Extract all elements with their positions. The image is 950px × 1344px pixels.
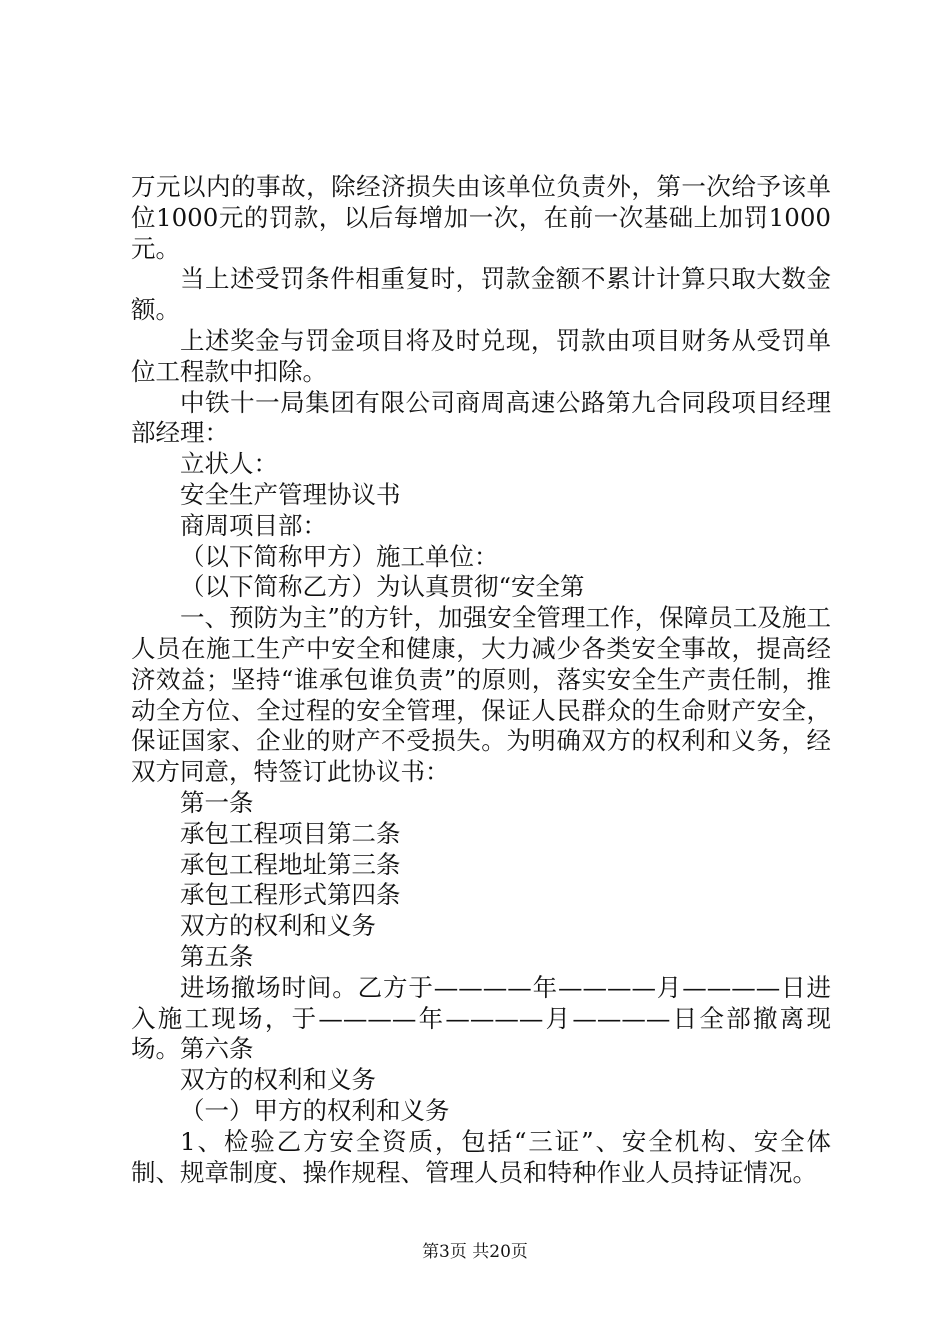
paragraph: 承包工程地址第三条: [180, 849, 401, 879]
paragraph: 承包工程形式第四条: [180, 880, 401, 910]
paragraph: 第一条: [180, 787, 254, 817]
paragraph: 中铁十一局集团有限公司商周高速公路第九合同段项目经理部经理：: [131, 387, 831, 448]
paragraph: 承包工程项目第二条: [180, 818, 401, 848]
page-number-footer: 第3页 共20页: [422, 1242, 528, 1262]
paragraph: 万元以内的事故，除经济损失由该单位负责外，第一次给予该单位1000元的罚款，以后每增加一次，在前一次基础上加罚1000元。: [131, 172, 831, 263]
paragraph: 双方的权利和义务: [180, 1065, 376, 1095]
paragraph: 商周项目部：: [180, 510, 327, 540]
paragraph: 一、预防为主”的方针，加强安全管理工作，保障员工及施工人员在施工生产中安全和健康，大力减少各类安全事故，提高经济效益；坚持“谁承包谁负责”的原则，落实安全生产责任制，推动全方位、全过程的安全管理，保证人民群众的生命财产安全，保证国家、企业的财产不受损失。为明确双方的权利和义务，经双方同意，特签订此协议书：: [131, 603, 831, 787]
document-body: [131, 172, 831, 1188]
paragraph: 安全生产管理协议书: [180, 479, 401, 509]
paragraph: 立状人：: [180, 449, 278, 479]
paragraph: 当上述受罚条件相重复时，罚款金额不累计计算只取大数金额。: [131, 264, 831, 325]
paragraph: （以下简称甲方）施工单位：: [180, 541, 499, 571]
paragraph: 进场撤场时间。乙方于————年————月————日进入施工现场，于————年————月————日全部撤离现场。第六条: [131, 972, 831, 1064]
paragraph: 第五条: [180, 941, 254, 971]
paragraph: （一）甲方的权利和义务: [180, 1095, 450, 1125]
paragraph: 上述奖金与罚金项目将及时兑现，罚款由项目财务从受罚单位工程款中扣除。: [131, 325, 831, 386]
paragraph: （以下简称乙方）为认真贯彻“安全第: [180, 572, 585, 602]
paragraph: 双方的权利和义务: [180, 911, 376, 941]
paragraph: 1、检验乙方安全资质，包括“三证”、安全机构、安全体制、规章制度、操作规程、管理人员和特种作业人员持证情况。: [131, 1126, 831, 1187]
